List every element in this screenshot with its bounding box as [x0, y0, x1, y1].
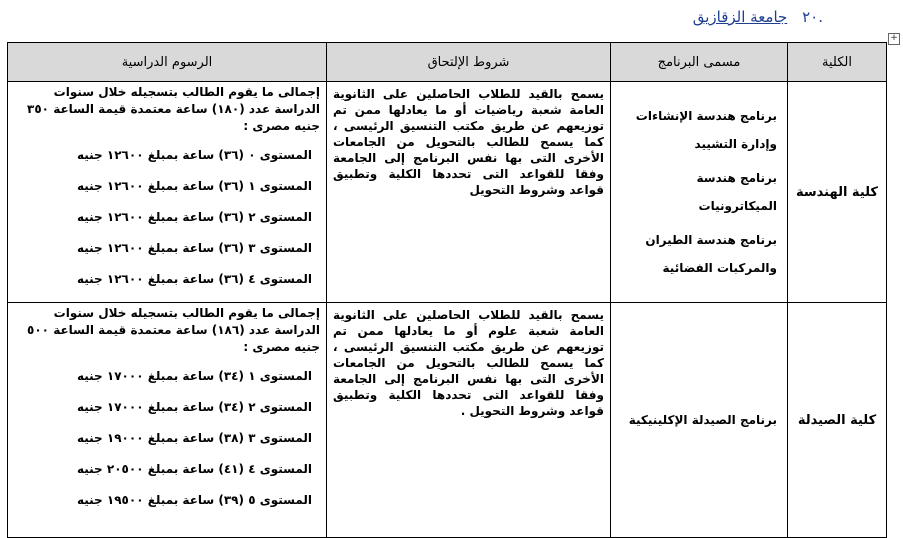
- table-header-row: [8, 43, 887, 82]
- section-heading: [693, 8, 823, 26]
- fees-cell: [8, 82, 327, 303]
- move-handle-icon[interactable]: +: [888, 33, 900, 45]
- fee-level: المستوى ٤ (٤١) ساعة بمبلغ ٢٠٥٠٠ جنيه: [76, 462, 312, 476]
- faculty-cell: كلية الصيدلة: [788, 303, 887, 538]
- fee-level: المستوى ٠ (٣٦) ساعة بمبلغ ١٢٦٠٠ جنيه: [76, 148, 312, 162]
- fee-level: المستوى ٥ (٣٩) ساعة بمبلغ ١٩٥٠٠ جنيه: [76, 493, 312, 507]
- program-item: والمركبات الفضائية: [662, 261, 777, 275]
- program-item: برنامج هندسة الميكاترونيات: [696, 171, 777, 213]
- faculty-cell: كلية الهندسة: [788, 82, 887, 303]
- fee-level: المستوى ١ (٣٦) ساعة بمبلغ ١٢٦٠٠ جنيه: [76, 179, 312, 193]
- university-link[interactable]: جامعة الزقازيق: [692, 8, 788, 26]
- fee-level: المستوى ١ (٣٤) ساعة بمبلغ ١٧٠٠٠ جنيه: [76, 369, 312, 383]
- programs-cell: [611, 82, 788, 303]
- fees-intro: إجمالى ما يقوم الطالب بتسجيله خلال سنوات الدراسة عدد (١٨٠) ساعة معتمدة قيمة الساعة ٣٥٠ جنيه مصرى :: [27, 85, 320, 133]
- programs-table: [7, 42, 887, 538]
- conditions-cell: يسمح بالقيد للطلاب الحاصلين على الثانوية العامة شعبة علوم أو ما يعادلها ممن تم توزيعهم عن طريق مكتب التنسيق الرئيسى ، كما يسمح للطالب بالتحويل من الجامعات الأخرى التى بها نفس البرنامج إلى الجامعة وفقا للقواعد التى تحددها الكلية وتطبيق قواعد وشروط التحويل .: [327, 303, 611, 538]
- header-program-name: مسمى البرنامج: [611, 43, 788, 82]
- fee-level: المستوى ٤ (٣٦) ساعة بمبلغ ١٢٦٠٠ جنيه: [76, 272, 312, 286]
- table-row: [8, 303, 887, 538]
- fee-level: المستوى ٣ (٣٦) ساعة بمبلغ ١٢٦٠٠ جنيه: [76, 241, 312, 255]
- fees-cell: [8, 303, 327, 538]
- table-row: [8, 82, 887, 303]
- conditions-cell: يسمح بالقيد للطلاب الحاصلين على الثانوية العامة شعبة رياضيات أو ما يعادلها ممن تم توزيعهم عن طريق مكتب التنسيق الرئيسى ، كما يسمح للطالب بالتحويل من الجامعات الأخرى التى بها نفس البرنامج إلى الجامعة وفقا للقواعد التى تحددها الكلية وتطبيق قواعد وشروط التحويل: [327, 82, 611, 303]
- fee-level: المستوى ٢ (٣٤) ساعة بمبلغ ١٧٠٠٠ جنيه: [76, 400, 312, 414]
- fee-level: المستوى ٢ (٣٦) ساعة بمبلغ ١٢٦٠٠ جنيه: [76, 210, 312, 224]
- fees-intro: إجمالى ما يقوم الطالب بتسجيله خلال سنوات الدراسة عدد (١٨٦) ساعة معتمدة قيمة الساعة ٥٠٠ جنيه مصرى :: [27, 306, 320, 354]
- header-tuition-fees: الرسوم الدراسية: [8, 43, 327, 82]
- fee-level: المستوى ٣ (٣٨) ساعة بمبلغ ١٩٠٠٠ جنيه: [76, 431, 312, 445]
- header-faculty: الكلية: [788, 43, 887, 82]
- program-item: برنامج هندسة الطيران: [645, 233, 777, 247]
- header-admission-conditions: شروط الإلتحاق: [327, 43, 611, 82]
- section-number: .٢٠: [802, 8, 823, 26]
- program-item: برنامج هندسة الإنشاءات: [635, 109, 777, 123]
- programs-cell: [611, 303, 788, 538]
- program-item: وإدارة التشييد: [694, 137, 777, 151]
- program-item: برنامج الصيدلة الإكلينيكية: [628, 413, 777, 427]
